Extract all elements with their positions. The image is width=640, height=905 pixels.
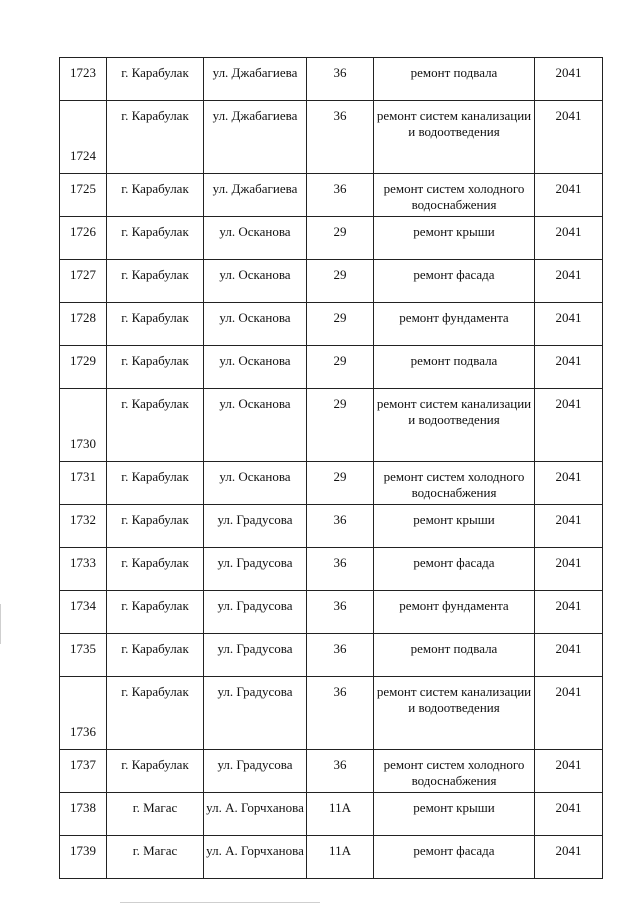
- table-row: [60, 750, 603, 793]
- house-number-cell: [307, 217, 374, 260]
- house-number-cell: [307, 346, 374, 389]
- house-number-cell: [307, 634, 374, 677]
- street-cell-text: ул. Градусова: [217, 641, 293, 656]
- row-number-cell: [60, 174, 107, 217]
- city-cell: [107, 217, 204, 260]
- city-cell: [107, 548, 204, 591]
- year-cell: [535, 346, 603, 389]
- table-row: [60, 548, 603, 591]
- table-row: [60, 634, 603, 677]
- work-type-cell-text: ремонт подвала: [410, 353, 498, 368]
- table-row: [60, 836, 603, 879]
- city-cell: [107, 750, 204, 793]
- year-cell-text: 2041: [555, 800, 582, 815]
- work-type-cell: [374, 260, 535, 303]
- work-type-cell: [374, 591, 535, 634]
- street-cell-text: ул. Градусова: [217, 684, 293, 699]
- row-number-cell: [60, 836, 107, 879]
- house-number-cell: [307, 389, 374, 462]
- house-number-cell-text: 36: [333, 641, 347, 656]
- row-number-cell-text: 1726: [70, 224, 96, 239]
- work-type-cell-text: ремонт фундамента: [399, 310, 509, 325]
- work-type-cell-text: ремонт систем канализации и водоотведения: [376, 684, 532, 715]
- row-number-cell-text: 1735: [70, 641, 96, 656]
- year-cell: [535, 793, 603, 836]
- street-cell: [204, 58, 307, 101]
- city-cell: [107, 462, 204, 505]
- work-type-cell-text: ремонт фасада: [413, 555, 495, 570]
- row-number-cell-text: 1729: [70, 353, 96, 368]
- year-cell: [535, 58, 603, 101]
- work-type-cell: [374, 58, 535, 101]
- work-type-cell: [374, 634, 535, 677]
- work-type-cell-text: ремонт систем канализации и водоотведения: [376, 396, 532, 427]
- house-number-cell: [307, 677, 374, 750]
- year-cell-text: 2041: [555, 108, 582, 123]
- year-cell: [535, 836, 603, 879]
- house-number-cell-text: 36: [333, 512, 347, 527]
- street-cell: [204, 101, 307, 174]
- row-number-cell: [60, 634, 107, 677]
- row-number-cell-text: 1732: [70, 512, 96, 527]
- street-cell-text: ул. Джабагиева: [212, 181, 298, 196]
- row-number-cell: [60, 58, 107, 101]
- house-number-cell: [307, 101, 374, 174]
- work-type-cell-text: ремонт фасада: [413, 267, 495, 282]
- row-number-cell: [60, 591, 107, 634]
- city-cell-text: г. Магас: [132, 800, 178, 815]
- scan-artifact: [0, 604, 1, 644]
- table-row: [60, 677, 603, 750]
- scan-artifact: [120, 902, 320, 903]
- work-type-cell: [374, 793, 535, 836]
- city-cell-text: г. Карабулак: [121, 469, 189, 484]
- work-type-cell-text: ремонт систем канализации и водоотведения: [376, 108, 532, 139]
- street-cell: [204, 346, 307, 389]
- house-number-cell: [307, 260, 374, 303]
- house-number-cell-text: 29: [333, 469, 347, 484]
- work-type-cell-text: ремонт подвала: [410, 641, 498, 656]
- house-number-cell: [307, 462, 374, 505]
- year-cell-text: 2041: [555, 310, 582, 325]
- city-cell: [107, 505, 204, 548]
- street-cell-text: ул. Градусова: [217, 757, 293, 772]
- house-number-cell-text: 36: [333, 65, 347, 80]
- row-number-cell: [60, 677, 107, 750]
- street-cell: [204, 677, 307, 750]
- street-cell-text: ул. Градусова: [217, 512, 293, 527]
- street-cell: [204, 462, 307, 505]
- street-cell-text: ул. Осканова: [219, 353, 291, 368]
- house-number-cell: [307, 750, 374, 793]
- street-cell-text: ул. Осканова: [219, 469, 291, 484]
- street-cell-text: ул. Градусова: [217, 598, 293, 613]
- table-row: [60, 389, 603, 462]
- work-type-cell-text: ремонт крыши: [413, 224, 495, 239]
- work-type-cell-text: ремонт крыши: [413, 512, 495, 527]
- house-number-cell: [307, 303, 374, 346]
- row-number-cell-text: 1723: [70, 65, 96, 80]
- city-cell-text: г. Карабулак: [121, 65, 189, 80]
- row-number-cell: [60, 389, 107, 462]
- year-cell: [535, 750, 603, 793]
- year-cell: [535, 101, 603, 174]
- city-cell: [107, 101, 204, 174]
- row-number-cell-text: 1737: [70, 757, 96, 772]
- row-number-cell-text: 1728: [70, 310, 96, 325]
- work-type-cell-text: ремонт систем холодного водоснабжения: [383, 757, 525, 788]
- street-cell: [204, 217, 307, 260]
- house-number-cell-text: 36: [333, 757, 347, 772]
- city-cell-text: г. Карабулак: [121, 598, 189, 613]
- city-cell-text: г. Карабулак: [121, 108, 189, 123]
- year-cell-text: 2041: [555, 353, 582, 368]
- house-number-cell-text: 29: [333, 310, 347, 325]
- house-number-cell-text: 29: [333, 224, 347, 239]
- table-row: [60, 101, 603, 174]
- street-cell: [204, 591, 307, 634]
- row-number-cell-text: 1730: [70, 436, 96, 451]
- row-number-cell-text: 1731: [70, 469, 96, 484]
- row-number-cell-text: 1733: [70, 555, 96, 570]
- house-number-cell: [307, 58, 374, 101]
- street-cell-text: ул. Осканова: [219, 224, 291, 239]
- street-cell: [204, 836, 307, 879]
- year-cell-text: 2041: [555, 843, 582, 858]
- street-cell: [204, 174, 307, 217]
- city-cell-text: г. Карабулак: [121, 684, 189, 699]
- street-cell-text: ул. Осканова: [219, 310, 291, 325]
- table-row: [60, 260, 603, 303]
- house-number-cell-text: 36: [333, 598, 347, 613]
- city-cell: [107, 260, 204, 303]
- row-number-cell: [60, 260, 107, 303]
- row-number-cell-text: 1725: [70, 181, 96, 196]
- house-number-cell: [307, 793, 374, 836]
- table-row: [60, 174, 603, 217]
- row-number-cell-text: 1727: [70, 267, 96, 282]
- city-cell: [107, 793, 204, 836]
- row-number-cell: [60, 303, 107, 346]
- table-row: [60, 303, 603, 346]
- table-row: [60, 505, 603, 548]
- year-cell: [535, 303, 603, 346]
- year-cell-text: 2041: [555, 598, 582, 613]
- city-cell: [107, 677, 204, 750]
- row-number-cell: [60, 750, 107, 793]
- street-cell: [204, 548, 307, 591]
- house-number-cell: [307, 548, 374, 591]
- house-number-cell-text: 29: [333, 396, 347, 411]
- street-cell-text: ул. Осканова: [219, 396, 291, 411]
- work-type-cell: [374, 303, 535, 346]
- house-number-cell: [307, 174, 374, 217]
- row-number-cell: [60, 217, 107, 260]
- city-cell: [107, 174, 204, 217]
- street-cell: [204, 750, 307, 793]
- year-cell: [535, 505, 603, 548]
- row-number-cell-text: 1724: [70, 148, 96, 163]
- city-cell: [107, 634, 204, 677]
- row-number-cell: [60, 346, 107, 389]
- city-cell-text: г. Карабулак: [121, 555, 189, 570]
- street-cell: [204, 260, 307, 303]
- house-number-cell-text: 11А: [329, 800, 351, 815]
- work-type-cell-text: ремонт подвала: [410, 65, 498, 80]
- work-type-cell-text: ремонт систем холодного водоснабжения: [383, 469, 525, 500]
- year-cell: [535, 634, 603, 677]
- city-cell-text: г. Карабулак: [121, 267, 189, 282]
- city-cell: [107, 389, 204, 462]
- street-cell-text: ул. Осканова: [219, 267, 291, 282]
- year-cell: [535, 217, 603, 260]
- house-number-cell-text: 29: [333, 353, 347, 368]
- table-body: [60, 58, 603, 879]
- house-number-cell: [307, 591, 374, 634]
- street-cell-text: ул. Градусова: [217, 555, 293, 570]
- row-number-cell: [60, 505, 107, 548]
- city-cell: [107, 591, 204, 634]
- year-cell: [535, 548, 603, 591]
- house-number-cell: [307, 836, 374, 879]
- street-cell: [204, 634, 307, 677]
- year-cell-text: 2041: [555, 224, 582, 239]
- city-cell: [107, 58, 204, 101]
- work-type-cell: [374, 750, 535, 793]
- work-type-cell-text: ремонт систем холодного водоснабжения: [383, 181, 525, 212]
- table-row: [60, 58, 603, 101]
- work-type-cell-text: ремонт крыши: [413, 800, 495, 815]
- year-cell-text: 2041: [555, 469, 582, 484]
- work-type-cell: [374, 217, 535, 260]
- city-cell-text: г. Карабулак: [121, 757, 189, 772]
- work-type-cell: [374, 505, 535, 548]
- city-cell-text: г. Магас: [132, 843, 178, 858]
- work-type-cell: [374, 101, 535, 174]
- year-cell-text: 2041: [555, 684, 582, 699]
- street-cell: [204, 389, 307, 462]
- city-cell-text: г. Карабулак: [121, 641, 189, 656]
- house-number-cell-text: 36: [333, 684, 347, 699]
- year-cell-text: 2041: [555, 512, 582, 527]
- table-row: [60, 462, 603, 505]
- year-cell: [535, 677, 603, 750]
- house-number-cell-text: 11А: [329, 843, 351, 858]
- work-type-cell-text: ремонт фундамента: [399, 598, 509, 613]
- work-type-cell-text: ремонт фасада: [413, 843, 495, 858]
- year-cell: [535, 260, 603, 303]
- house-number-cell-text: 36: [333, 181, 347, 196]
- city-cell-text: г. Карабулак: [121, 353, 189, 368]
- row-number-cell: [60, 793, 107, 836]
- year-cell: [535, 591, 603, 634]
- street-cell-text: ул. Джабагиева: [212, 108, 298, 123]
- city-cell-text: г. Карабулак: [121, 396, 189, 411]
- repair-schedule-table: [59, 57, 603, 879]
- row-number-cell: [60, 462, 107, 505]
- row-number-cell: [60, 101, 107, 174]
- year-cell-text: 2041: [555, 65, 582, 80]
- street-cell-text: ул. А. Горчханова: [206, 843, 304, 858]
- year-cell: [535, 462, 603, 505]
- work-type-cell: [374, 836, 535, 879]
- year-cell: [535, 389, 603, 462]
- row-number-cell-text: 1738: [70, 800, 96, 815]
- year-cell-text: 2041: [555, 181, 582, 196]
- work-type-cell: [374, 677, 535, 750]
- street-cell: [204, 505, 307, 548]
- house-number-cell: [307, 505, 374, 548]
- table-row: [60, 217, 603, 260]
- year-cell-text: 2041: [555, 267, 582, 282]
- year-cell: [535, 174, 603, 217]
- city-cell: [107, 346, 204, 389]
- street-cell-text: ул. А. Горчханова: [206, 800, 304, 815]
- work-type-cell: [374, 462, 535, 505]
- work-type-cell: [374, 174, 535, 217]
- street-cell: [204, 793, 307, 836]
- house-number-cell-text: 36: [333, 555, 347, 570]
- city-cell: [107, 836, 204, 879]
- work-type-cell: [374, 389, 535, 462]
- city-cell-text: г. Карабулак: [121, 310, 189, 325]
- year-cell-text: 2041: [555, 555, 582, 570]
- city-cell-text: г. Карабулак: [121, 512, 189, 527]
- house-number-cell-text: 29: [333, 267, 347, 282]
- house-number-cell-text: 36: [333, 108, 347, 123]
- table-row: [60, 793, 603, 836]
- row-number-cell-text: 1734: [70, 598, 96, 613]
- street-cell-text: ул. Джабагиева: [212, 65, 298, 80]
- row-number-cell-text: 1736: [70, 724, 96, 739]
- city-cell-text: г. Карабулак: [121, 181, 189, 196]
- row-number-cell: [60, 548, 107, 591]
- work-type-cell: [374, 346, 535, 389]
- row-number-cell-text: 1739: [70, 843, 96, 858]
- year-cell-text: 2041: [555, 757, 582, 772]
- table-row: [60, 591, 603, 634]
- table-row: [60, 346, 603, 389]
- year-cell-text: 2041: [555, 641, 582, 656]
- city-cell-text: г. Карабулак: [121, 224, 189, 239]
- city-cell: [107, 303, 204, 346]
- work-type-cell: [374, 548, 535, 591]
- year-cell-text: 2041: [555, 396, 582, 411]
- street-cell: [204, 303, 307, 346]
